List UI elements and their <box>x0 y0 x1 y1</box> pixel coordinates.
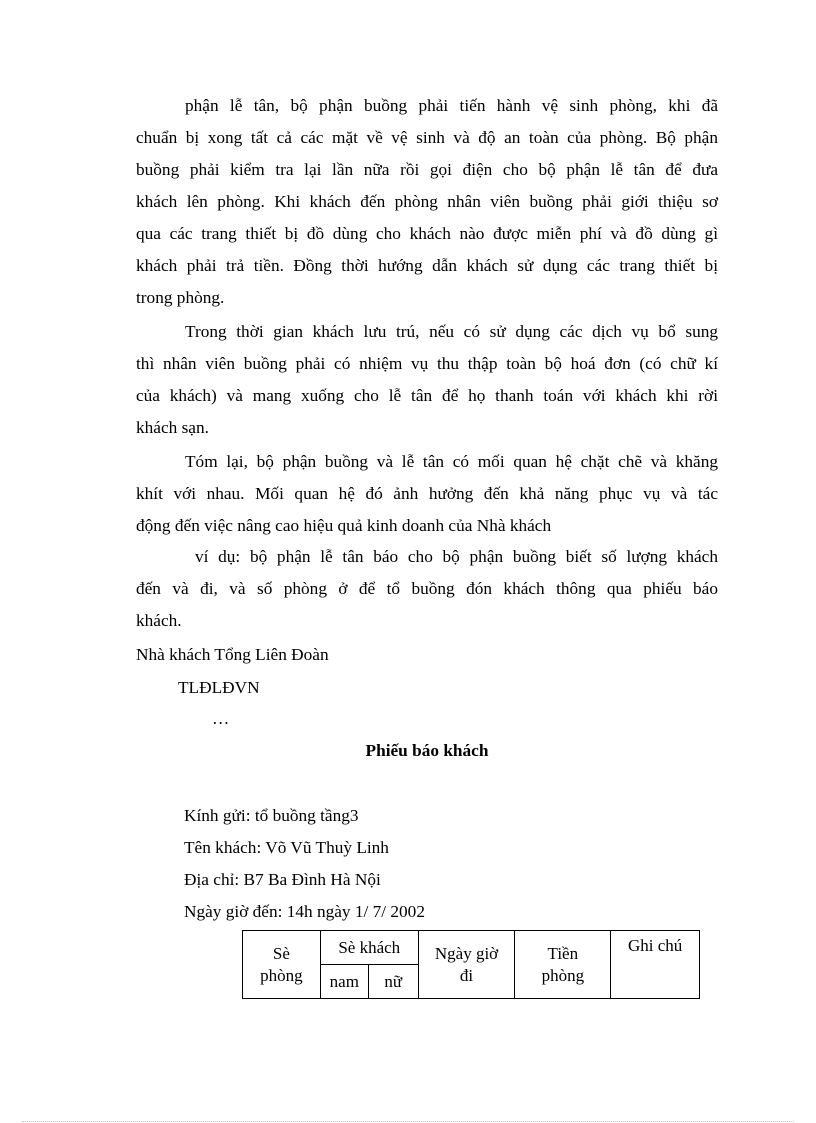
form-title: Phiếu báo khách <box>365 741 489 760</box>
female-header: nữ <box>368 965 418 999</box>
field-recipient: Kính gửi: tổ buồng tầng3 <box>184 806 359 825</box>
paragraph-1-line-5: qua các trang thiết bị đồ dùng cho khách nào được miễn phí và đồ dùng gì <box>136 224 718 243</box>
paragraph-1-line-4: khách lên phòng. Khi khách đến phòng nhân viên buồng phải giới thiệu sơ <box>136 192 718 211</box>
paragraph-3-line-1: Tóm lại, bộ phận buồng và lễ tân có mối quan hệ chặt chẽ và khăng <box>185 452 718 471</box>
paragraph-1-line-6: khách phải trả tiền. Đồng thời hướng dẫn khách sử dụng các trang thiết bị <box>136 256 718 275</box>
paragraph-4-line-2: đến và đi, và số phòng ở để tổ buồng đón khách thông qua phiếu báo <box>136 579 718 598</box>
room-price-label-1: Tiền <box>547 943 579 963</box>
departure-label-1: Ngày giờ <box>434 943 499 963</box>
paragraph-3-line-3: động đến việc nâng cao hiệu quả kinh doanh của Nhà khách <box>136 516 552 535</box>
paragraph-2-line-3: của khách) và mang xuống cho lễ tân để họ thanh toán với khách khi rời <box>136 386 718 405</box>
paragraph-2-line-1: Trong thời gian khách lưu trú, nếu có sử dụng các dịch vụ bổ sung <box>185 322 718 341</box>
org-sub: TLĐLĐVN <box>178 678 260 697</box>
room-number-header <box>243 931 321 999</box>
ellipsis: … <box>212 709 230 728</box>
paragraph-3-line-2: khít với nhau. Mối quan hệ đó ảnh hưởng đến khả năng phục vụ và tác <box>136 484 718 503</box>
paragraph-1-line-2: chuẩn bị xong tất cả các mặt về vệ sinh và độ an toàn của phòng. Bộ phận <box>136 128 718 147</box>
room-number-label-2: phòng <box>260 965 303 985</box>
guest-form-table <box>242 930 700 999</box>
departure-header <box>418 931 515 999</box>
org-name: Nhà khách Tổng Liên Đoàn <box>136 645 329 664</box>
paragraph-1-line-3: buồng phải kiểm tra lại lần nữa rồi gọi điện cho bộ phận lễ tân để đưa <box>136 160 718 179</box>
paragraph-1-line-7: trong phòng. <box>136 288 225 307</box>
departure-label-2: đi <box>459 965 474 985</box>
room-number-label-1: Sè <box>272 943 290 963</box>
paragraph-1-line-1: phận lễ tân, bộ phận buồng phải tiến hành vệ sinh phòng, khi đã <box>185 96 718 115</box>
paragraph-2-line-4: khách sạn. <box>136 418 209 437</box>
page-bottom-rule <box>22 1121 794 1122</box>
note-header: Ghi chú <box>611 931 700 999</box>
room-price-label-2: phòng <box>541 965 585 985</box>
room-price-header <box>515 931 611 999</box>
male-header: nam <box>320 965 368 999</box>
guest-count-header: Sè khách <box>320 931 418 965</box>
paragraph-4-line-3: khách. <box>136 611 182 630</box>
field-guest-name: Tên khách: Võ Vũ Thuỳ Linh <box>184 838 389 857</box>
field-address: Địa chỉ: B7 Ba Đình Hà Nội <box>184 870 381 889</box>
field-arrival: Ngày giờ đến: 14h ngày 1/ 7/ 2002 <box>184 902 425 921</box>
paragraph-4-line-1: ví dụ: bộ phận lễ tân báo cho bộ phận buồng biết số lượng khách <box>195 547 718 566</box>
paragraph-2-line-2: thì nhân viên buồng phải có nhiệm vụ thu thập toàn bộ hoá đơn (có chữ kí <box>136 354 718 373</box>
